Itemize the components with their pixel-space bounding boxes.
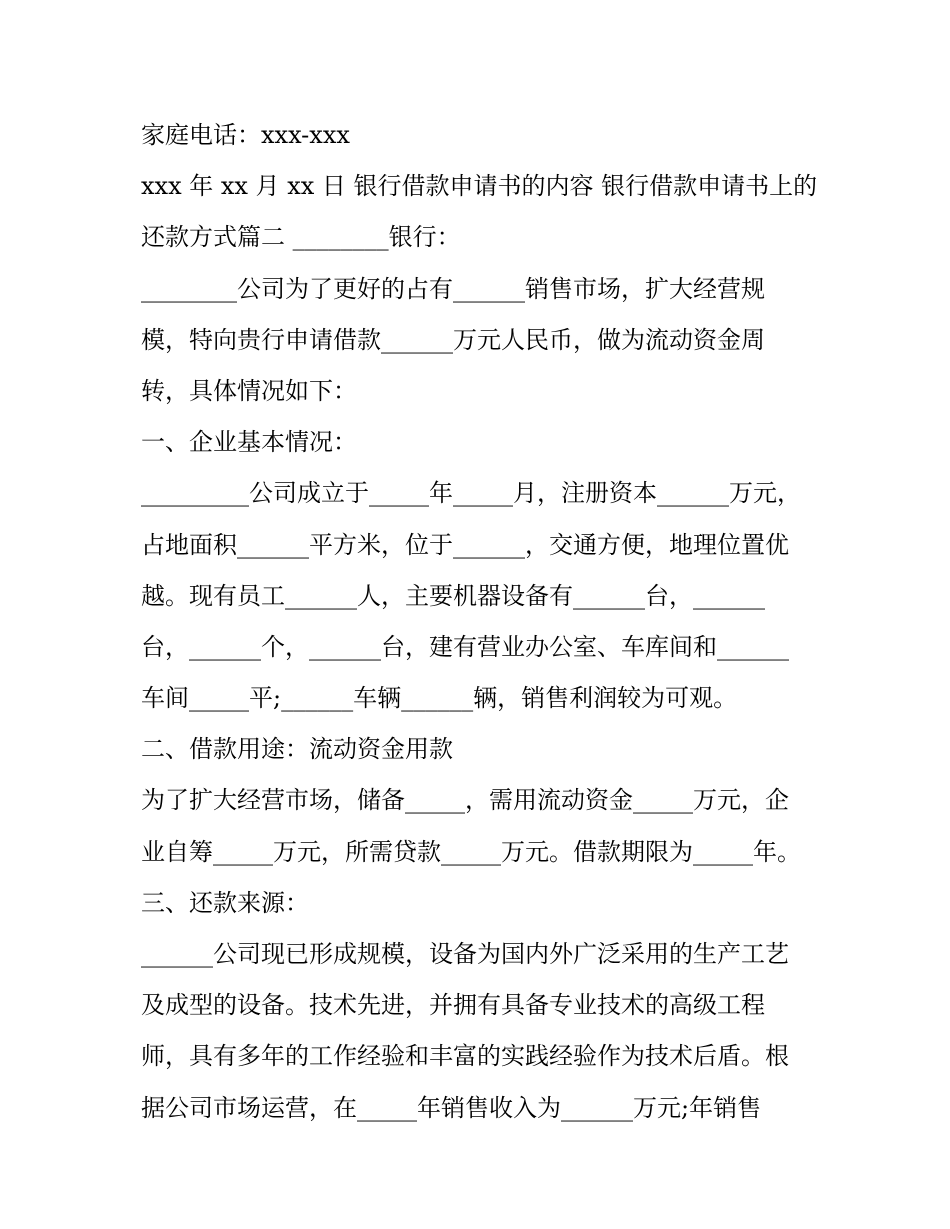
body-line: 据公司市场运营，在_____年销售收入为______万元;年销售 — [141, 1093, 762, 1122]
body-line: 转，具体情况如下： — [141, 376, 357, 405]
body-line: 越。现有员工______人，主要机器设备有______台，______ — [141, 581, 765, 610]
body-line: 模，特向贵行申请借款______万元人民币，做为流动资金周 — [141, 325, 765, 354]
body-line: 台，______个，______台，建有营业办公室、车库间和______ — [141, 632, 789, 661]
home-phone-line: 家庭电话：xxx-xxx — [141, 121, 350, 149]
body-line: ________公司为了更好的占有______销售市场，扩大经营规 — [141, 274, 765, 303]
body-line: 师，具有多年的工作经验和丰富的实践经验作为技术后盾。根 — [141, 1042, 789, 1071]
section-heading-company-info: 一、企业基本情况： — [141, 428, 357, 457]
body-line: 为了扩大经营市场，储备_____，需用流动资金_____万元，企 — [141, 786, 789, 815]
body-line: ______公司现已形成规模，设备为国内外广泛采用的生产工艺 — [141, 940, 789, 968]
body-line: 占地面积______平方米，位于______，交通方便，地理位置优 — [141, 530, 789, 559]
date-heading-line: xxx 年 xx 月 xx 日 银行借款申请书的内容 银行借款申请书上的 — [141, 172, 818, 201]
document-body — [141, 110, 818, 1134]
body-line: 车间_____平;______车辆______辆，销售利润较为可观。 — [141, 684, 738, 713]
section-two-bank-line: 还款方式篇二 ________银行： — [141, 223, 461, 252]
section-heading-loan-purpose: 二、借款用途：流动资金用款 — [141, 735, 453, 764]
body-line: 及成型的设备。技术先进，并拥有具备专业技术的高级工程 — [141, 991, 765, 1020]
body-line: 业自筹_____万元，所需贷款_____万元。借款期限为_____年。 — [141, 837, 801, 866]
section-heading-repayment-source: 三、还款来源： — [141, 888, 309, 917]
body-line: _________公司成立于_____年_____月，注册资本______万元， — [141, 479, 801, 508]
